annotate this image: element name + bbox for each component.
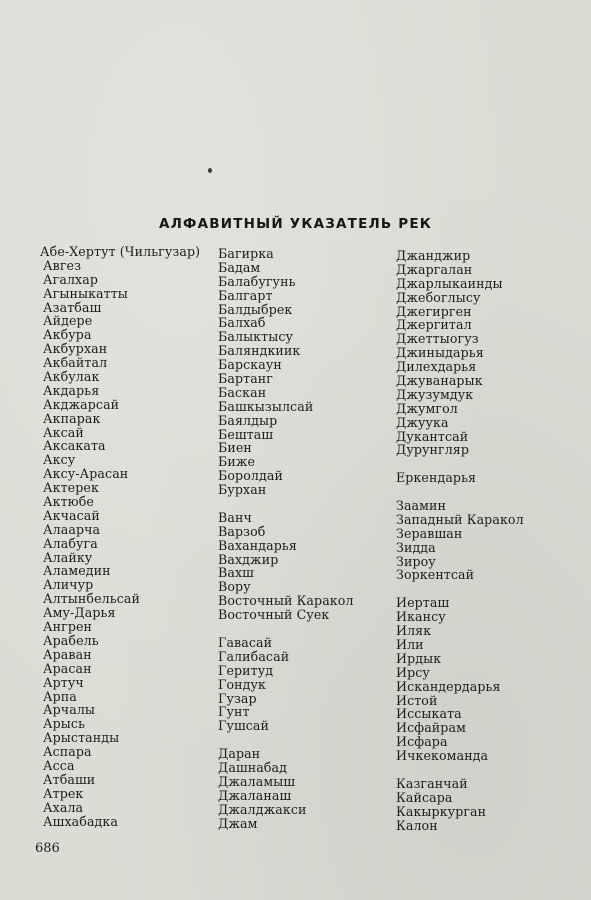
river-entry: Аму-Дарья bbox=[43, 605, 116, 621]
river-entry: Галибасай bbox=[218, 648, 290, 664]
river-entry: Западный Каракол bbox=[396, 511, 524, 527]
river-entry: Джузумдук bbox=[396, 386, 474, 402]
river-entry: Артуч bbox=[43, 674, 84, 690]
river-entry: Вору bbox=[218, 579, 251, 595]
river-entry: Атбаши bbox=[43, 771, 96, 787]
river-entry: Джегирген bbox=[396, 303, 472, 319]
river-entry: Джаргалан bbox=[396, 261, 473, 277]
page-number: 686 bbox=[35, 841, 60, 856]
river-entry: Боролдай bbox=[218, 468, 283, 484]
river-entry: Атрек bbox=[43, 785, 84, 801]
river-entry: Баляндкиик bbox=[218, 343, 301, 359]
river-entry: Аксу-Арасан bbox=[43, 466, 129, 482]
letter-group-gap bbox=[218, 622, 388, 636]
river-entry: Иссыката bbox=[396, 706, 462, 722]
river-entry: Акбура bbox=[43, 327, 92, 343]
river-entry: Ашхабадка bbox=[43, 813, 118, 829]
river-entry: Заамин bbox=[396, 498, 447, 514]
river-entry: Ванч bbox=[218, 509, 252, 525]
river-entry: Иерташ bbox=[396, 595, 450, 611]
letter-group-gap bbox=[396, 457, 586, 471]
river-entry: Айдере bbox=[43, 313, 93, 329]
river-entry: Арыстанды bbox=[43, 730, 120, 746]
river-entry: Багирка bbox=[218, 246, 274, 261]
river-entry: Арабель bbox=[43, 632, 99, 648]
river-entry: Даран bbox=[218, 746, 261, 762]
river-entry: Арпа bbox=[43, 688, 77, 704]
river-entry: Зеравшан bbox=[396, 525, 463, 541]
river-entry: Джалджакси bbox=[218, 801, 307, 817]
river-entry: Балабугунь bbox=[218, 273, 296, 289]
river-entry: Джумгол bbox=[396, 400, 458, 416]
letter-group-gap bbox=[218, 497, 388, 511]
river-entry: Баялдыр bbox=[218, 412, 278, 428]
river-entry: Башкызылсай bbox=[218, 398, 314, 414]
river-entry: Вахш bbox=[218, 565, 254, 581]
river-entry: Ангрен bbox=[43, 619, 93, 635]
river-entry: Или bbox=[396, 636, 424, 652]
river-entry: Авгез bbox=[43, 257, 82, 273]
river-entry: Акбулак bbox=[43, 369, 100, 385]
river-entry: Барскаун bbox=[218, 357, 282, 373]
river-entry: Алтынбельсай bbox=[43, 591, 140, 607]
river-entry: Арчалы bbox=[43, 702, 96, 718]
river-entry: Акдарья bbox=[43, 382, 100, 398]
river-entry: Баскан bbox=[218, 384, 267, 400]
river-entry: Джарлыкаинды bbox=[396, 275, 503, 291]
river-entry: Зироу bbox=[396, 553, 436, 569]
river-entry: Акчасай bbox=[43, 507, 100, 523]
river-entry: Исфара bbox=[396, 734, 448, 750]
river-entry: Джам bbox=[218, 815, 258, 831]
river-entry: Балгарт bbox=[218, 287, 273, 303]
river-entry: Восточный Каракол bbox=[218, 593, 354, 609]
river-entry: Алабуга bbox=[43, 535, 98, 551]
river-entry: Аксай bbox=[43, 424, 84, 440]
river-entry: Бадам bbox=[218, 259, 261, 275]
letter-group-gap bbox=[396, 763, 586, 777]
river-entry: Аксу bbox=[43, 452, 76, 468]
river-entry: Арысь bbox=[43, 716, 86, 732]
river-entry: Араван bbox=[43, 646, 92, 662]
letter-group-gap bbox=[396, 485, 586, 499]
river-entry: Аламедин bbox=[43, 563, 111, 579]
river-entry: Вахандарья bbox=[218, 537, 297, 553]
river-entry: Бартанг bbox=[218, 371, 273, 387]
river-entry: Икансу bbox=[396, 609, 446, 625]
river-entry: Джуука bbox=[396, 414, 449, 430]
river-entry: Гондук bbox=[218, 676, 266, 692]
river-entry: Бешташ bbox=[218, 426, 274, 442]
river-entry: Истой bbox=[396, 692, 438, 708]
river-entry: Асса bbox=[43, 757, 75, 773]
river-entry: Исфайрам bbox=[396, 720, 466, 736]
river-entry: Ирсу bbox=[396, 664, 430, 680]
river-entry: Дашнабад bbox=[218, 759, 288, 775]
river-entry: Ирдык bbox=[396, 650, 442, 666]
river-entry: Биже bbox=[218, 454, 256, 470]
river-entry: Алаарча bbox=[43, 521, 101, 537]
river-entry: Балдыбрек bbox=[218, 301, 293, 317]
river-entry: Иляк bbox=[396, 623, 432, 639]
river-entry: Еркендарья bbox=[396, 470, 477, 486]
river-entry: Джуванарык bbox=[396, 373, 483, 389]
river-entry: Калон bbox=[396, 817, 438, 833]
index-column-1 bbox=[40, 245, 220, 828]
page-title: АЛФАВИТНЫЙ УКАЗАТЕЛЬ РЕК bbox=[158, 216, 433, 232]
river-entry: Аспара bbox=[43, 744, 92, 760]
river-entry: Акбурхан bbox=[43, 341, 108, 357]
river-entry: Джергитал bbox=[396, 317, 472, 333]
letter-group-gap bbox=[218, 733, 388, 747]
river-entry: Дукантсай bbox=[396, 428, 469, 444]
river-entry: Зидда bbox=[396, 539, 436, 555]
river-entry: Биен bbox=[218, 440, 252, 456]
river-entry: Дурунгляр bbox=[396, 442, 470, 458]
ink-speck bbox=[208, 168, 212, 173]
river-entry: Гушсай bbox=[218, 718, 270, 734]
river-entry: Джеттыогуз bbox=[396, 331, 479, 347]
river-entry: Акджарсай bbox=[43, 396, 120, 412]
river-entry: Аличур bbox=[43, 577, 94, 593]
river-entry: Акпарак bbox=[43, 410, 101, 426]
river-entry: Гунт bbox=[218, 704, 250, 720]
river-entry: Джебоглысу bbox=[396, 289, 481, 305]
river-entry: Балыктысу bbox=[218, 329, 294, 345]
river-entry: Агыныкатты bbox=[43, 285, 128, 301]
river-entry: Алайку bbox=[43, 549, 93, 565]
river-entry: Гавасай bbox=[218, 634, 273, 650]
river-entry: Балхаб bbox=[218, 315, 266, 331]
river-entry: Актерек bbox=[43, 480, 99, 496]
river-entry: Азатбаш bbox=[43, 299, 102, 315]
river-entry: Казганчай bbox=[396, 775, 468, 791]
river-entry: Ахала bbox=[43, 799, 84, 815]
index-column-3 bbox=[396, 249, 586, 832]
river-entry: Восточный Суек bbox=[218, 607, 330, 623]
river-entry: Абе-Хертут (Чильгузар) bbox=[40, 244, 201, 259]
river-entry: Агалхар bbox=[43, 271, 99, 287]
river-entry: Аксаката bbox=[43, 438, 106, 454]
river-entry: Зоркентсай bbox=[396, 567, 475, 583]
river-entry: Ваxджир bbox=[218, 551, 279, 567]
river-entry: Геритуд bbox=[218, 662, 274, 678]
river-entry: Джаламыш bbox=[218, 773, 296, 789]
index-column-2 bbox=[218, 247, 388, 830]
river-entry: Варзоб bbox=[218, 523, 266, 539]
river-entry: Какыркурган bbox=[396, 803, 487, 819]
river-entry: Арасан bbox=[43, 660, 92, 676]
letter-group-gap bbox=[396, 582, 586, 596]
river-entry: Бурхан bbox=[218, 482, 267, 498]
river-entry: Джаланаш bbox=[218, 787, 292, 803]
river-entry: Ичкекоманда bbox=[396, 748, 489, 764]
river-entry: Джанджир bbox=[396, 248, 471, 263]
river-entry: Дилехдарья bbox=[396, 359, 477, 375]
river-entry: Искандердарья bbox=[396, 678, 501, 694]
river-entry: Джиныдарья bbox=[396, 345, 484, 361]
river-entry: Акбайтал bbox=[43, 355, 108, 371]
river-entry: Кайсара bbox=[396, 789, 453, 805]
river-entry: Актюбе bbox=[43, 494, 94, 510]
river-entry: Гузар bbox=[218, 690, 257, 706]
